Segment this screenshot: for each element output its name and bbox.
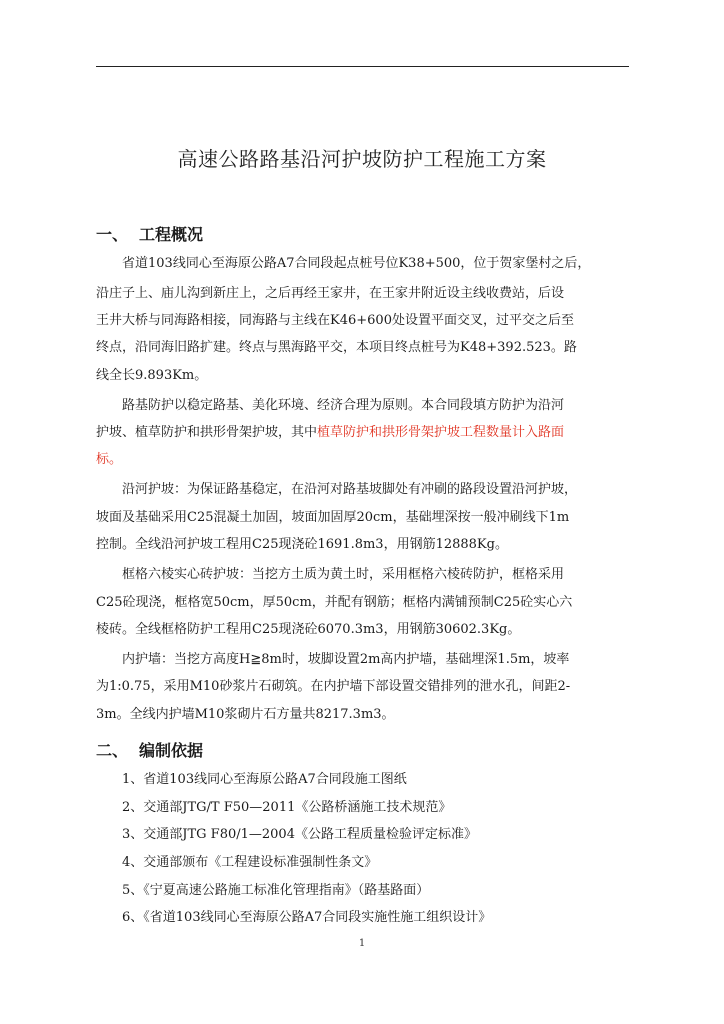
paragraph-line: 内护墙：当挖方高度H≧8m时，坡脚设置2m高内护墙，基础埋深1.5m，坡率	[122, 652, 570, 667]
paragraph-line: 坡面及基础采用C25混凝土加固，坡面加固厚20cm，基础埋深按一般冲刷线下1m	[96, 510, 570, 525]
paragraph-line: 线全长9.893Km。	[96, 368, 208, 383]
section-number: 一、	[96, 225, 129, 244]
list-item: 4、交通部颁布《工程建设标准强制性条文》	[122, 855, 378, 870]
header-rule	[96, 66, 629, 67]
page-number: 1	[358, 938, 366, 949]
paragraph-line: 框格六棱实心砖护坡：当挖方土质为黄土时，采用框格六棱砖防护，框格采用	[122, 567, 565, 582]
paragraph-line: 沿河护坡：为保证路基稳定，在沿河对路基坡脚处有冲刷的路段设置沿河护坡，	[122, 482, 578, 497]
section-heading-overview	[96, 222, 203, 245]
paragraph-line	[96, 421, 564, 440]
list-item: 3、交通部JTG F80/1—2004《公路工程质量检验评定标准》	[122, 827, 477, 842]
list-item: 1、省道103线同心至海原公路A7合同段施工图纸	[122, 772, 407, 787]
paragraph-line: 路基防护以稳定路基、美化环境、经济合理为原则。本合同段填方防护为沿河	[122, 398, 565, 413]
paragraph-line: 省道103线同心至海原公路A7合同段起点桩号位K38+500，位于贺家堡村之后，	[122, 256, 591, 271]
section-heading-basis	[96, 738, 203, 761]
paragraph-line: C25砼现浇，框格宽50cm，厚50cm，并配有钢筋；框格内满铺预制C25砼实心六	[96, 595, 573, 610]
list-item: 5、《宁夏高速公路施工标准化管理指南》（路基路面）	[122, 883, 430, 898]
section-number: 二、	[96, 741, 129, 760]
paragraph-line: 沿庄子上、庙儿沟到新庄上，之后再经王家井，在王家井附近设主线收费站，后设	[96, 286, 565, 301]
plain-text: 护坡、植草防护和拱形骨架护坡，其中	[96, 425, 318, 440]
paragraph-line: 棱砖。全线框格防护工程用C25现浇砼6070.3m3，用钢筋30602.3Kg。	[96, 622, 521, 637]
paragraph-line: 标。	[96, 452, 123, 467]
paragraph-line: 终点，沿同海旧路扩建。终点与黑海路平交，本项目终点桩号为K48+392.523。路	[96, 340, 577, 355]
paragraph-line: 3m。全线内护墙M10浆砌片石方量共8217.3m3。	[96, 707, 395, 722]
paragraph-line: 控制。全线沿河护坡工程用C25现浇砼1691.8m3，用钢筋12888Kg。	[96, 537, 508, 552]
section-title: 编制依据	[139, 741, 204, 760]
highlighted-text: 植草防护和拱形骨架护坡工程数量计入路面	[317, 425, 565, 440]
list-item: 2、交通部JTG/T F50—2011《公路桥涵施工技术规范》	[122, 800, 452, 815]
paragraph-line: 为1:0.75，采用M10砂浆片石砌筑。在内护墙下部设置交错排列的泄水孔，间距2-	[96, 679, 571, 694]
page-title: 高速公路路基沿河护坡防护工程施工方案	[177, 147, 547, 171]
paragraph-line: 王井大桥与同海路相接，同海路与主线在K46+600处设置平面交叉，过平交之后至	[96, 313, 574, 328]
list-item: 6、《省道103线同心至海原公路A7合同段实施性施工组织设计》	[122, 910, 492, 925]
section-title: 工程概况	[139, 225, 204, 244]
